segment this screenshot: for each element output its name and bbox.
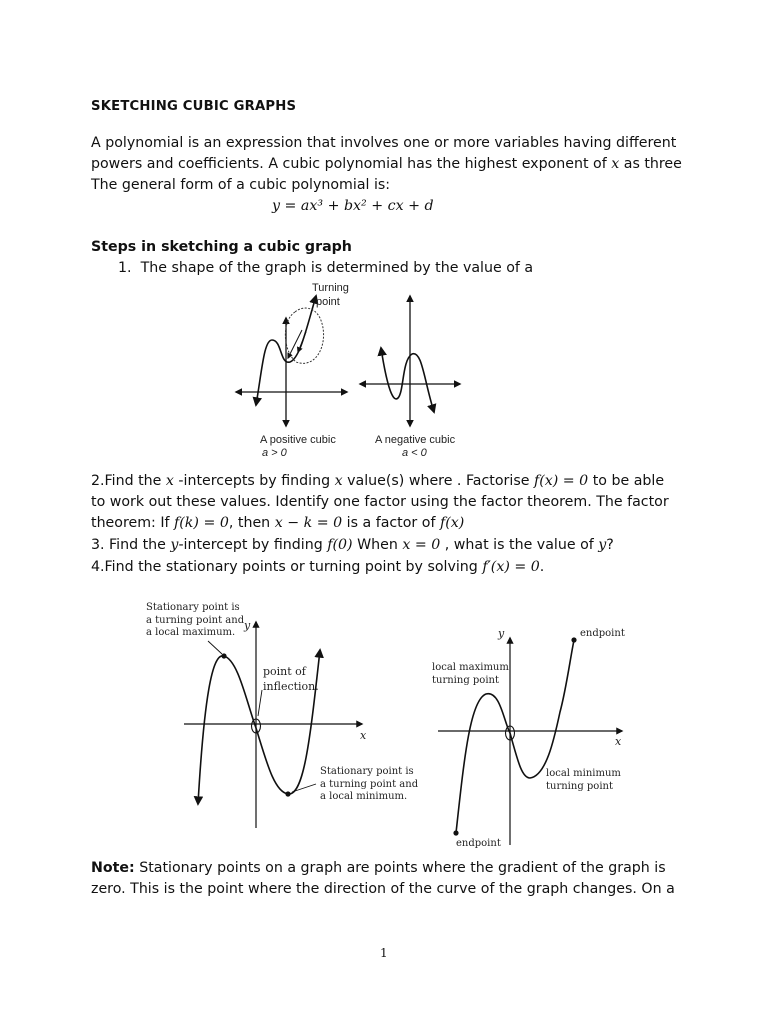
turning-label-2: point	[316, 296, 340, 308]
fig2-min-label-2: a turning point and	[320, 778, 419, 790]
step-2-eq-fx: f(x)	[439, 515, 465, 531]
step-3-eq1: f(0)	[327, 537, 353, 553]
formula-text: y = ax³ + bx² + cx + d	[272, 198, 434, 214]
turning-label-1: Turning	[312, 282, 349, 294]
step-3-e: ?	[606, 537, 614, 553]
fig3-x-label: x	[615, 735, 622, 748]
fig2-y-label: y	[244, 619, 251, 632]
step-2-text-d: to be able	[588, 473, 665, 489]
step-3-a: 3. Find the	[91, 537, 171, 553]
fig2-max-label-3: a local maximum.	[146, 627, 236, 638]
step-2-var-x2: x	[334, 473, 343, 489]
fig2-inflection-label	[263, 664, 319, 694]
step-3-var2: y	[598, 537, 607, 553]
step-2-text-a: 2.Find the	[91, 473, 166, 489]
intro-variable: x	[611, 156, 620, 172]
page-title: SKETCHING CUBIC GRAPHS	[91, 99, 297, 114]
steps-heading: Steps in sketching a cubic graph	[91, 239, 352, 255]
step-3-c: When	[352, 537, 403, 553]
step-3-d: , what is the value of	[440, 537, 599, 553]
step-2-line-3-a: theorem: If	[91, 515, 175, 531]
intro-line-2-end: as three	[619, 156, 682, 172]
fig3-endpoint-top	[571, 637, 576, 642]
step-1-number: 1.	[118, 260, 132, 276]
negative-condition: a < 0	[402, 447, 427, 459]
fig2-local-min-point	[285, 791, 290, 796]
intro-line-3: The general form of a cubic polynomial is:	[91, 177, 391, 193]
note-line-1	[91, 858, 666, 879]
fig2-min-label	[320, 766, 418, 804]
fig3-y-label: y	[498, 627, 505, 640]
step-3-eq2: x = 0	[402, 537, 441, 553]
step-2-line-3-b: , then	[228, 515, 275, 531]
fig2-max-label-1: Stationary point is	[146, 602, 240, 613]
fig3-endpoint-bottom-label: endpoint	[456, 838, 501, 849]
fig3-local-min-1: local minimum	[546, 768, 621, 779]
step-4-b: .	[539, 559, 545, 575]
note-line-2: zero. This is the point where the direction of the curve of the graph changes. On a	[91, 881, 675, 897]
fig3-local-max-label	[432, 662, 509, 687]
fig2-min-pointer	[292, 784, 316, 792]
step-4-a: 4.Find the stationary points or turning point by solving	[91, 559, 483, 575]
step-2-line-2: to work out these values. Identify one factor using the factor theorem. The factor	[91, 494, 669, 510]
fig3-endpoint-bottom	[453, 830, 458, 835]
intro-line-2-text: powers and coefficients. A cubic polynomial has the highest exponent of	[91, 156, 612, 172]
fig2-inflection-1: point of	[263, 665, 306, 678]
step-3-b: -intercept by finding	[178, 537, 328, 553]
fig2-max-label	[146, 602, 244, 640]
step-3-var: y	[170, 537, 179, 553]
fig2-local-max-point	[221, 653, 226, 658]
page-number: 1	[380, 946, 388, 960]
fig3-endpoint-top-label: endpoint	[580, 628, 625, 639]
fig2-max-pointer	[208, 641, 222, 654]
intro-line-1: A polynomial is an expression that involves one or more variables having different	[91, 135, 677, 151]
step-2-text-c: value(s) where . Factorise	[342, 473, 534, 489]
fig3-local-min-2: turning point	[546, 780, 613, 792]
positive-condition: a > 0	[262, 447, 287, 459]
step-2-var-x: x	[165, 473, 174, 489]
note-text-1: Stationary points on a graph are points where the gradient of the graph is	[134, 860, 666, 876]
positive-caption: A positive cubic	[260, 434, 336, 446]
fig3-local-max-1: local maximum	[432, 662, 509, 673]
fig2-min-label-3: a local minimum.	[320, 791, 408, 802]
step-1-text: The shape of the graph is determined by the value of a	[140, 260, 534, 276]
fig3-local-max-2: turning point	[432, 674, 499, 686]
step-2-eq-fk: f(k) = 0	[174, 515, 229, 531]
fig3-local-min-label	[546, 768, 621, 793]
step-2-text-b: -intercepts by finding	[173, 473, 335, 489]
step-2-line-3-c: is a factor of	[342, 515, 440, 531]
fig2-inflection-pointer	[258, 690, 262, 716]
step-2-eq: f(x) = 0	[533, 473, 589, 489]
fig2-x-label: x	[360, 729, 367, 742]
step-4-eq: f′(x) = 0	[482, 559, 540, 575]
note-label: Note:	[91, 860, 135, 876]
negative-caption: A negative cubic	[375, 434, 456, 446]
step-2-eq-factor: x − k = 0	[274, 515, 343, 531]
fig2-max-label-2: a turning point and	[146, 614, 245, 626]
fig2-min-label-1: Stationary point is	[320, 766, 414, 777]
fig2-inflection-2: inflection.	[263, 680, 319, 693]
